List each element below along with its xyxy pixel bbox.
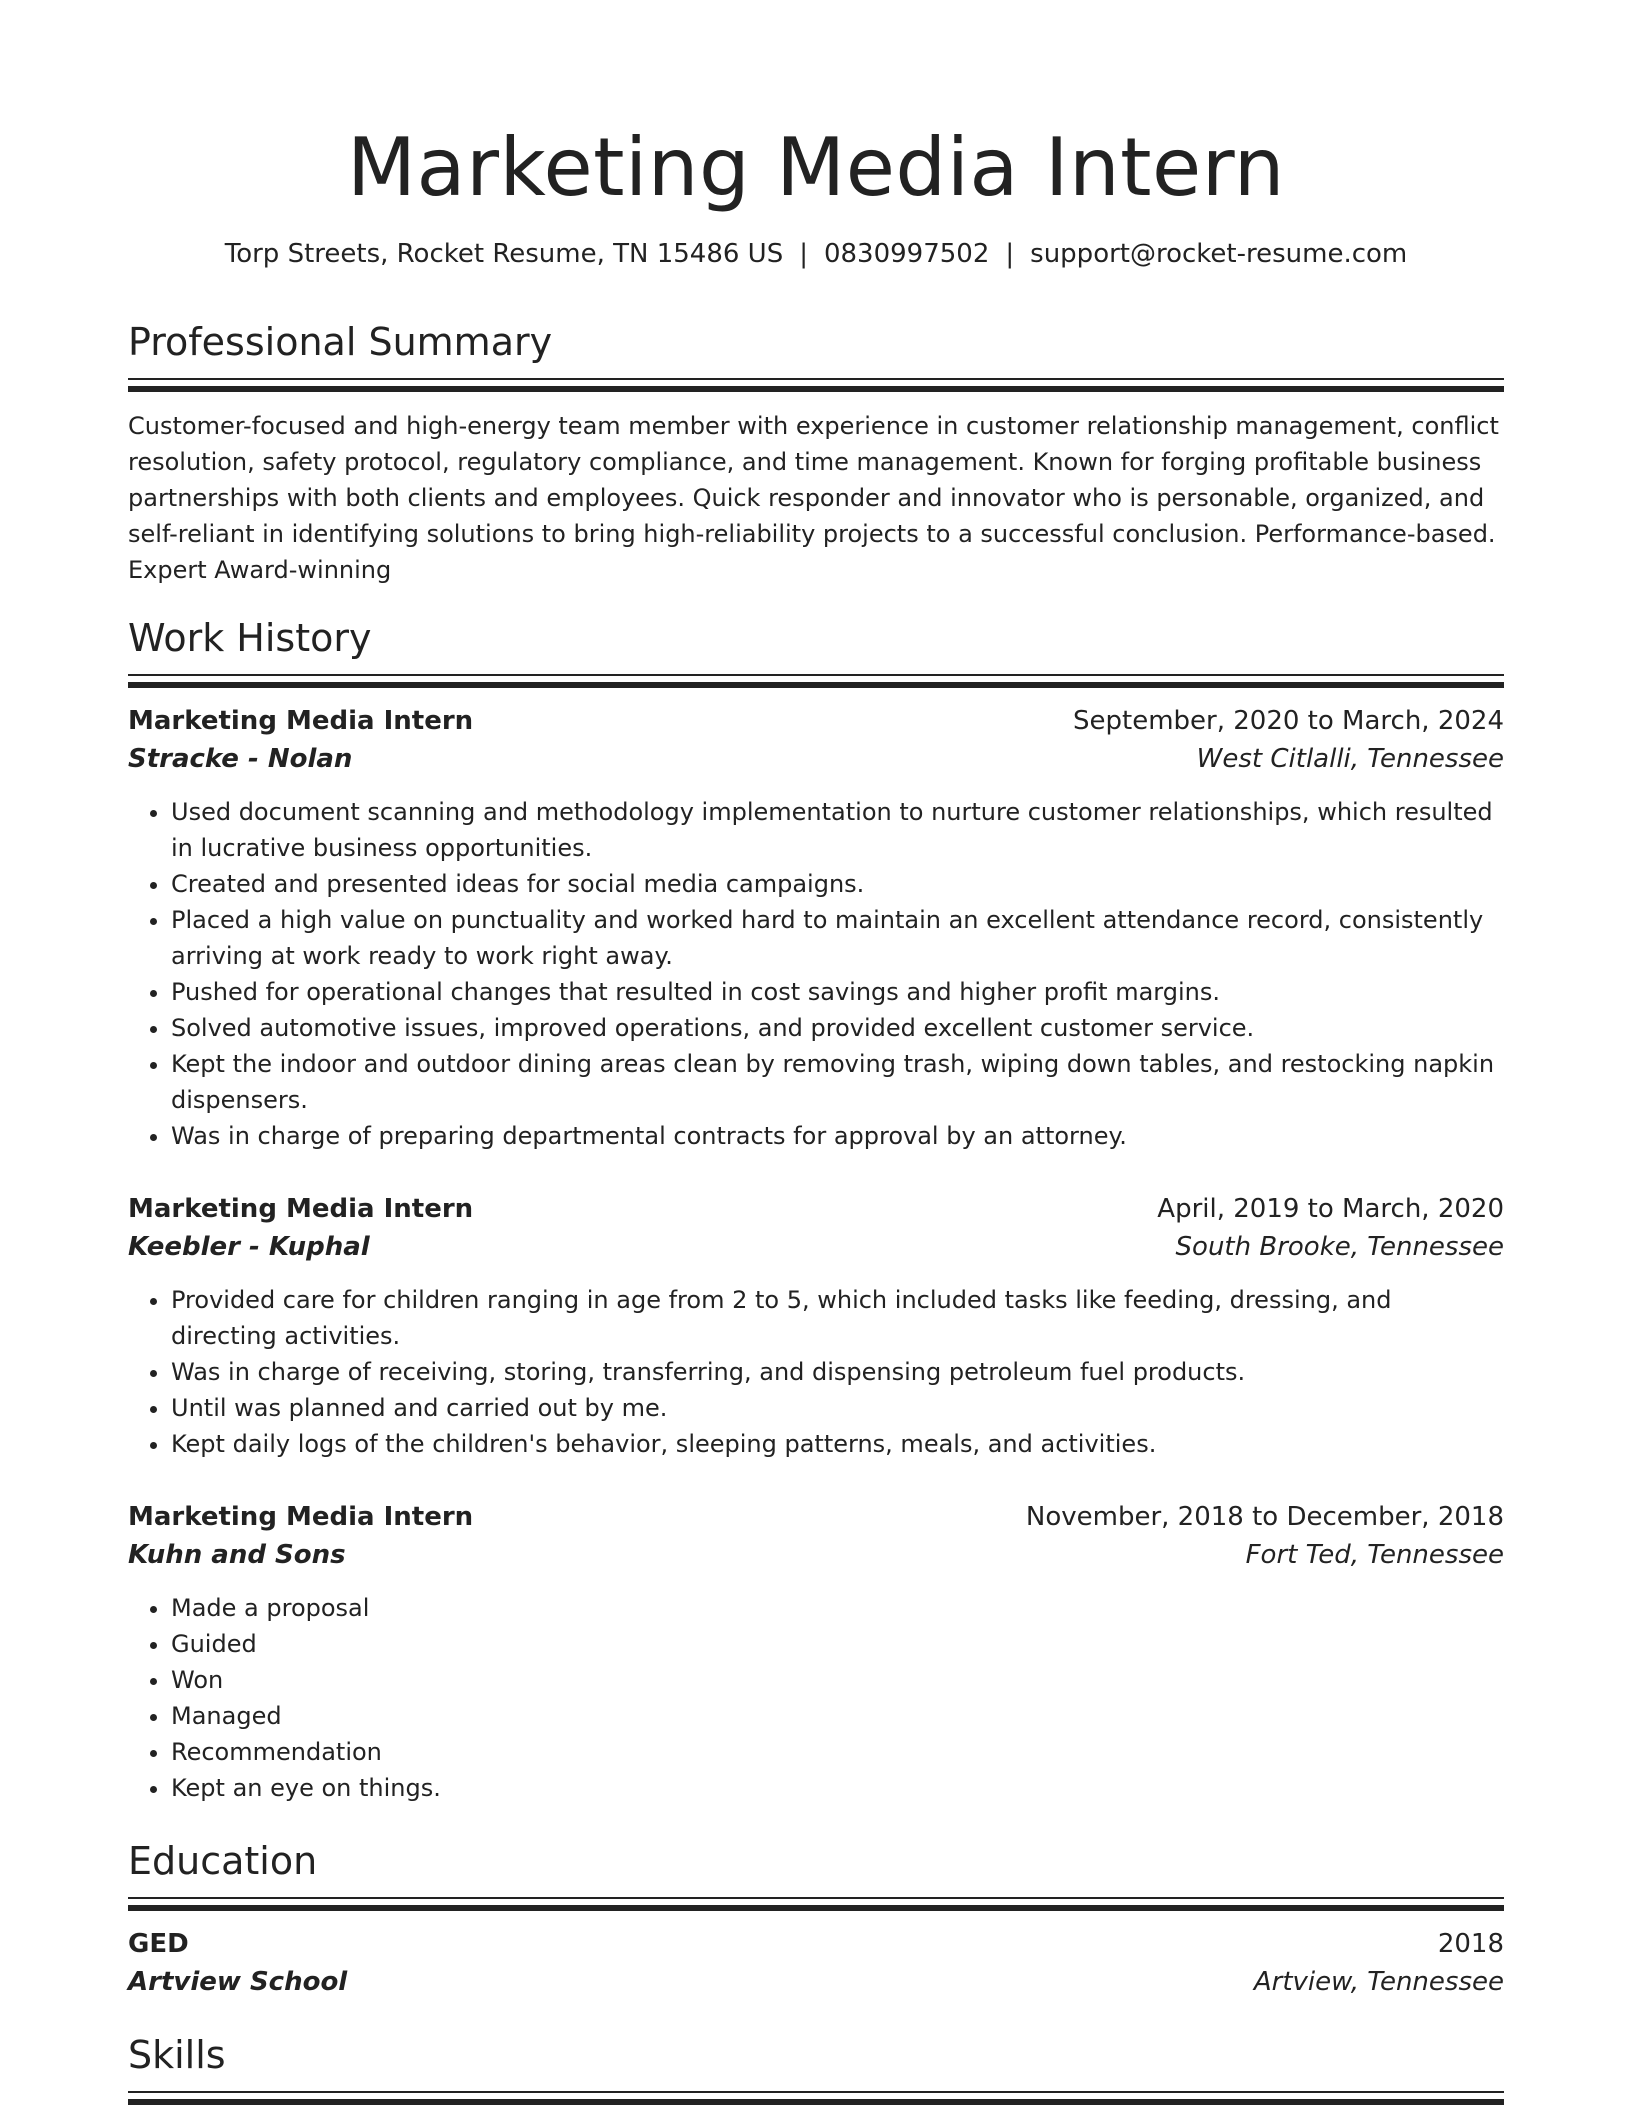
section-heading-skills: Skills bbox=[128, 2033, 226, 2077]
education-header-row bbox=[128, 1925, 1504, 1963]
job-bullet-list bbox=[128, 794, 1504, 1154]
work-history-section bbox=[128, 614, 1504, 688]
education-degree: GED bbox=[128, 1929, 189, 1959]
job-company: Kuhn and Sons bbox=[128, 1540, 346, 1570]
section-divider bbox=[128, 1897, 1504, 1911]
job-bullet: • Guided bbox=[171, 1626, 1504, 1662]
job-bullet: • Was in charge of receiving, storing, transferring, and dispensing petroleum fuel products. bbox=[171, 1354, 1504, 1390]
job-company-row bbox=[128, 1536, 1504, 1574]
job-bullet: • Won bbox=[171, 1662, 1504, 1698]
job-bullet: • Provided care for children ranging in age from 2 to 5, which included tasks like feeding, dressing, and directing activities. bbox=[171, 1282, 1504, 1354]
job-bullet: • Managed bbox=[171, 1698, 1504, 1734]
job-bullet: • Used document scanning and methodology implementation to nurture customer relationships, which resulted in lucrative business opportunities. bbox=[171, 794, 1504, 866]
job-dates: April, 2019 to March, 2020 bbox=[1157, 1194, 1504, 1224]
job-location: South Brooke, Tennessee bbox=[1175, 1232, 1504, 1262]
section-divider bbox=[128, 2091, 1504, 2105]
contact-address: Torp Streets, Rocket Resume, TN 15486 US bbox=[224, 239, 784, 269]
job-bullet: • Placed a high value on punctuality and worked hard to maintain an excellent attendance record, consistently arriving at work ready to work right away. bbox=[171, 902, 1504, 974]
job-company: Keebler - Kuphal bbox=[128, 1232, 370, 1262]
education-location: Artview, Tennessee bbox=[1253, 1967, 1504, 1997]
contact-separator: | bbox=[799, 239, 808, 269]
job-bullet: • Was in charge of preparing departmental contracts for approval by an attorney. bbox=[171, 1118, 1504, 1154]
job-company-row bbox=[128, 740, 1504, 778]
job-bullet: • Until was planned and carried out by me. bbox=[171, 1390, 1504, 1426]
job-dates: September, 2020 to March, 2024 bbox=[1073, 706, 1504, 736]
job-entry bbox=[128, 1190, 1504, 1462]
education-year: 2018 bbox=[1437, 1929, 1504, 1959]
resume-title: Marketing Media Intern bbox=[347, 121, 1285, 214]
section-heading-work: Work History bbox=[128, 616, 372, 660]
job-bullet: • Made a proposal bbox=[171, 1590, 1504, 1626]
job-entry bbox=[128, 702, 1504, 1154]
job-location: West Citlalli, Tennessee bbox=[1196, 744, 1504, 774]
job-entry bbox=[128, 1498, 1504, 1806]
contact-email: support@rocket-resume.com bbox=[1030, 239, 1408, 269]
job-title: Marketing Media Intern bbox=[128, 1502, 474, 1532]
job-bullet-list bbox=[128, 1590, 1504, 1806]
section-heading-education: Education bbox=[128, 1839, 318, 1883]
job-bullet: • Kept daily logs of the children's behavior, sleeping patterns, meals, and activities. bbox=[171, 1426, 1504, 1462]
job-title: Marketing Media Intern bbox=[128, 1194, 474, 1224]
summary-text: Customer-focused and high-energy team member with experience in customer relationship management, conflict resolution, safety protocol, regulatory compliance, and time management. Known for forging profitable business partnerships with both clients and employees. Quick responder and innovator who is personable, organized, and self-reliant in identifying solutions to bring high-reliability projects to a successful conclusion. Performance-based. Expert Award-winning bbox=[128, 412, 1499, 584]
job-bullet: • Recommendation bbox=[171, 1734, 1504, 1770]
job-location: Fort Ted, Tennessee bbox=[1245, 1540, 1504, 1570]
section-divider bbox=[128, 378, 1504, 392]
education-section bbox=[128, 1837, 1504, 1911]
job-title: Marketing Media Intern bbox=[128, 706, 474, 736]
professional-summary-section bbox=[128, 318, 1504, 612]
job-dates: November, 2018 to December, 2018 bbox=[1025, 1502, 1504, 1532]
job-header-row bbox=[128, 1498, 1504, 1536]
education-school-row bbox=[128, 1963, 1504, 2001]
job-header-row bbox=[128, 702, 1504, 740]
education-entry bbox=[128, 1925, 1504, 2001]
job-bullet: • Solved automotive issues, improved operations, and provided excellent customer service. bbox=[171, 1010, 1504, 1046]
section-divider bbox=[128, 674, 1504, 688]
job-bullet: • Pushed for operational changes that resulted in cost savings and higher profit margins. bbox=[171, 974, 1504, 1010]
job-company: Stracke - Nolan bbox=[128, 744, 353, 774]
job-header-row bbox=[128, 1190, 1504, 1228]
job-bullet: • Kept the indoor and outdoor dining areas clean by removing trash, wiping down tables, and restocking napkin dispensers. bbox=[171, 1046, 1504, 1118]
job-bullet: • Created and presented ideas for social media campaigns. bbox=[171, 866, 1504, 902]
job-bullet-list bbox=[128, 1282, 1504, 1462]
education-school: Artview School bbox=[128, 1967, 348, 1997]
section-heading-summary: Professional Summary bbox=[128, 320, 553, 364]
contact-separator: | bbox=[1005, 239, 1015, 269]
job-bullet: • Kept an eye on things. bbox=[171, 1770, 1504, 1806]
job-company-row bbox=[128, 1228, 1504, 1266]
contact-line bbox=[128, 236, 1504, 272]
contact-phone: 0830997502 bbox=[823, 239, 990, 269]
skills-section bbox=[128, 2031, 1504, 2105]
